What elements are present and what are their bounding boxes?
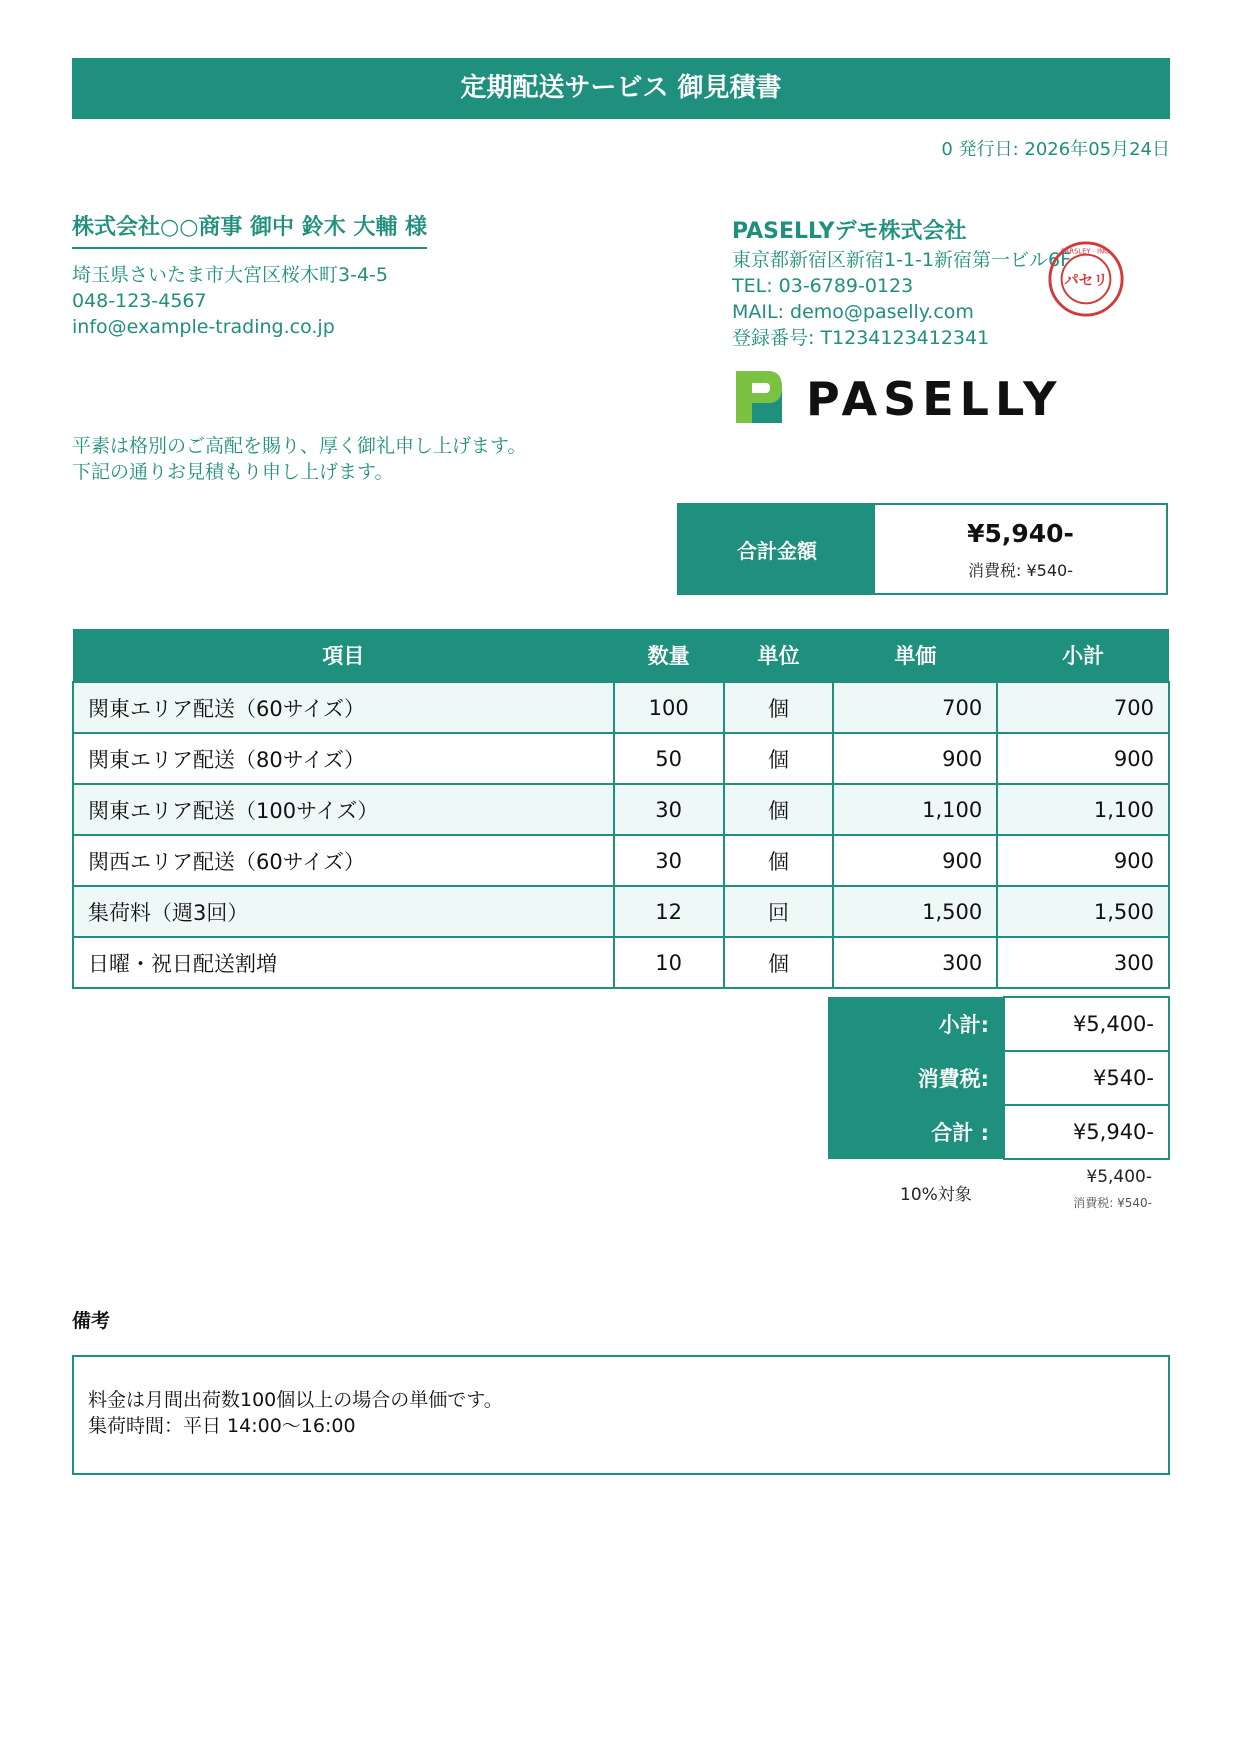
cell-quantity: 10 — [614, 937, 724, 988]
cell-quantity: 100 — [614, 682, 724, 733]
summary-row — [828, 1051, 1169, 1105]
total-amount-label: 合計金額 — [679, 505, 875, 593]
summary-row — [828, 997, 1169, 1051]
cell-unit-price: 700 — [833, 682, 997, 733]
seal-text: パセリ — [1064, 271, 1108, 289]
client-email: info@example-trading.co.jp — [72, 316, 335, 338]
cell-unit: 個 — [724, 835, 834, 886]
client-tel: 048-123-4567 — [72, 290, 207, 312]
header-quantity: 数量 — [614, 629, 724, 682]
cell-quantity: 12 — [614, 886, 724, 937]
summary-row — [828, 1105, 1169, 1159]
notes-box — [72, 1355, 1170, 1475]
greeting — [72, 433, 526, 485]
table-row — [73, 733, 1169, 784]
cell-item: 関東エリア配送（60サイズ） — [73, 682, 614, 733]
company-name: PASELLYデモ株式会社 — [732, 219, 967, 244]
summary-total-label: 合計 : — [828, 1105, 1004, 1159]
cell-subtotal: 1,500 — [997, 886, 1169, 937]
header-unit: 単位 — [724, 629, 834, 682]
cell-unit-price: 1,100 — [833, 784, 997, 835]
client-name: 株式会社○○商事 御中 鈴木 大輔 様 — [72, 210, 427, 249]
total-amount-box — [677, 503, 1168, 595]
company-mail: MAIL: demo@paselly.com — [732, 301, 974, 323]
cell-item: 集荷料（週3回） — [73, 886, 614, 937]
issue-date: 0 発行日: 2026年05月24日 — [941, 139, 1170, 160]
table-header-row — [73, 629, 1169, 682]
company-seal-icon — [1047, 240, 1125, 318]
table-row — [73, 835, 1169, 886]
company-info — [732, 247, 1071, 351]
cell-unit: 回 — [724, 886, 834, 937]
notes-line: 集荷時間：平日 14:00〜16:00 — [88, 1415, 356, 1437]
total-tax: 消費税: ¥540- — [968, 561, 1073, 580]
cell-quantity: 50 — [614, 733, 724, 784]
notes-line: 料金は月間出荷数100個以上の場合の単価です。 — [88, 1389, 503, 1411]
header-item: 項目 — [73, 629, 614, 682]
table-row — [73, 682, 1169, 733]
header-unit-price: 単価 — [833, 629, 997, 682]
logo-text: PASELLY — [806, 372, 1062, 426]
client-info — [72, 262, 388, 340]
cell-subtotal: 700 — [997, 682, 1169, 733]
cell-unit-price: 300 — [833, 937, 997, 988]
table-row — [73, 784, 1169, 835]
cell-quantity: 30 — [614, 835, 724, 886]
cell-unit-price: 900 — [833, 835, 997, 886]
cell-subtotal: 1,100 — [997, 784, 1169, 835]
cell-unit: 個 — [724, 682, 834, 733]
cell-item: 関東エリア配送（80サイズ） — [73, 733, 614, 784]
summary-table — [828, 996, 1170, 1160]
greeting-line: 平素は格別のご高配を賜り、厚く御礼申し上げます。 — [72, 435, 527, 457]
client-address: 埼玉県さいたま市大宮区桜木町3-4-5 — [72, 264, 388, 286]
cell-item: 関東エリア配送（100サイズ） — [73, 784, 614, 835]
cell-unit-price: 900 — [833, 733, 997, 784]
company-address: 東京都新宿区新宿1-1-1新宿第一ビル6F — [732, 249, 1071, 271]
total-amount-value — [875, 505, 1166, 593]
cell-quantity: 30 — [614, 784, 724, 835]
company-registration: 登録番号: T1234123412341 — [732, 327, 990, 349]
cell-unit: 個 — [724, 733, 834, 784]
total-amount: ¥5,940- — [967, 519, 1074, 548]
paselly-logo-icon — [732, 365, 1062, 429]
header-subtotal: 小計 — [997, 629, 1169, 682]
cell-unit: 個 — [724, 784, 834, 835]
company-tel: TEL: 03-6789-0123 — [732, 275, 914, 297]
cell-subtotal: 900 — [997, 733, 1169, 784]
summary-tax-value: ¥540- — [1004, 1051, 1169, 1105]
items-table — [72, 629, 1170, 989]
cell-unit-price: 1,500 — [833, 886, 997, 937]
cell-subtotal: 300 — [997, 937, 1169, 988]
table-row — [73, 886, 1169, 937]
tax-rate-label: 10%対象 — [900, 1185, 972, 1205]
greeting-line: 下記の通りお見積もり申し上げます。 — [72, 461, 394, 483]
summary-tax-label: 消費税: — [828, 1051, 1004, 1105]
cell-item: 関西エリア配送（60サイズ） — [73, 835, 614, 886]
summary-subtotal-label: 小計: — [828, 997, 1004, 1051]
summary-subtotal-value: ¥5,400- — [1004, 997, 1169, 1051]
cell-unit: 個 — [724, 937, 834, 988]
cell-subtotal: 900 — [997, 835, 1169, 886]
seal-ring-text: PARSLEY · INC. — [1060, 247, 1112, 256]
tax-rate-amount: ¥5,400- — [1086, 1167, 1152, 1187]
table-row — [73, 937, 1169, 988]
summary-total-value: ¥5,940- — [1004, 1105, 1169, 1159]
document-title: 定期配送サービス 御見積書 — [72, 58, 1170, 119]
tax-rate-tax: 消費税: ¥540- — [1073, 1196, 1152, 1210]
notes-title: 備考 — [72, 1310, 111, 1332]
cell-item: 日曜・祝日配送割増 — [73, 937, 614, 988]
